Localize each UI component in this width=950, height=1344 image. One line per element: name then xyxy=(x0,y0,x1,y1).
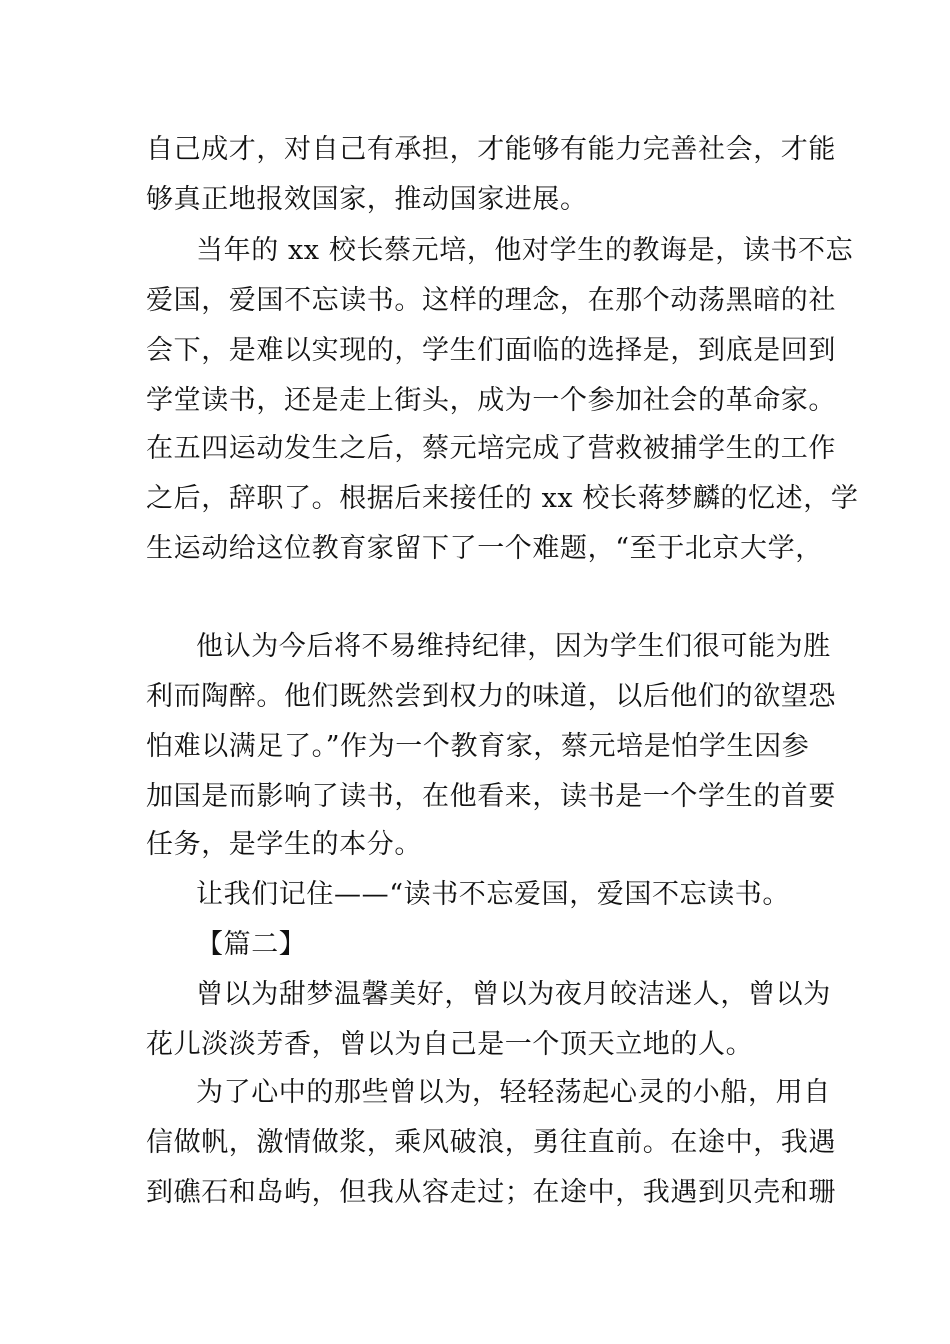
text-line: 到礁石和岛屿，但我从容走过；在途中，我遇到贝壳和珊 xyxy=(146,1177,836,1208)
paragraph-start-line: 曾以为甜梦温馨美好，曾以为夜月皎洁迷人，曾以为 xyxy=(196,979,831,1010)
text-line: 自己成才，对自己有承担，才能够有能力完善社会，才能 xyxy=(146,134,836,165)
text-line: 学堂读书，还是走上街头，成为一个参加社会的革命家。 xyxy=(146,385,836,416)
text-line: 花儿淡淡芳香，曾以为自己是一个顶天立地的人。 xyxy=(146,1029,754,1060)
text-line: 够真正地报效国家，推动国家进展。 xyxy=(146,184,588,215)
text-line: 在五四运动发生之后，蔡元培完成了营救被捕学生的工作 xyxy=(146,433,836,464)
text-line: 加国是而影响了读书，在他看来，读书是一个学生的首要 xyxy=(146,781,836,812)
paragraph-start-line: 当年的 xx 校长蔡元培，他对学生的教诲是，读书不忘 xyxy=(196,235,854,266)
text-line: 爱国，爱国不忘读书。这样的理念，在那个动荡黑暗的社 xyxy=(146,285,836,316)
text-line: 信做帆，激情做浆，乘风破浪，勇往直前。在途中，我遇 xyxy=(146,1127,836,1158)
text-line: 会下，是难以实现的，学生们面临的选择是，到底是回到 xyxy=(146,335,836,366)
text-line: 任务，是学生的本分。 xyxy=(146,829,422,860)
text-line: 生运动给这位教育家留下了一个难题，“至于北京大学， xyxy=(146,533,823,564)
paragraph-start-line: 为了心中的那些曾以为，轻轻荡起心灵的小船，用自 xyxy=(196,1077,831,1108)
text-line: 利而陶醉。他们既然尝到权力的味道，以后他们的欲望恐 xyxy=(146,681,836,712)
paragraph-start-line: 他认为今后将不易维持纪律，因为学生们很可能为胜 xyxy=(196,631,831,662)
paragraph-start-line: 让我们记住——“读书不忘爱国，爱国不忘读书。 xyxy=(196,879,791,910)
text-line: 之后，辞职了。根据后来接任的 xx 校长蒋梦麟的忆述，学 xyxy=(146,483,859,514)
text-line: 怕难以满足了。”作为一个教育家，蔡元培是怕学生因参 xyxy=(146,731,810,762)
section-heading: 【篇二】 xyxy=(196,929,307,960)
